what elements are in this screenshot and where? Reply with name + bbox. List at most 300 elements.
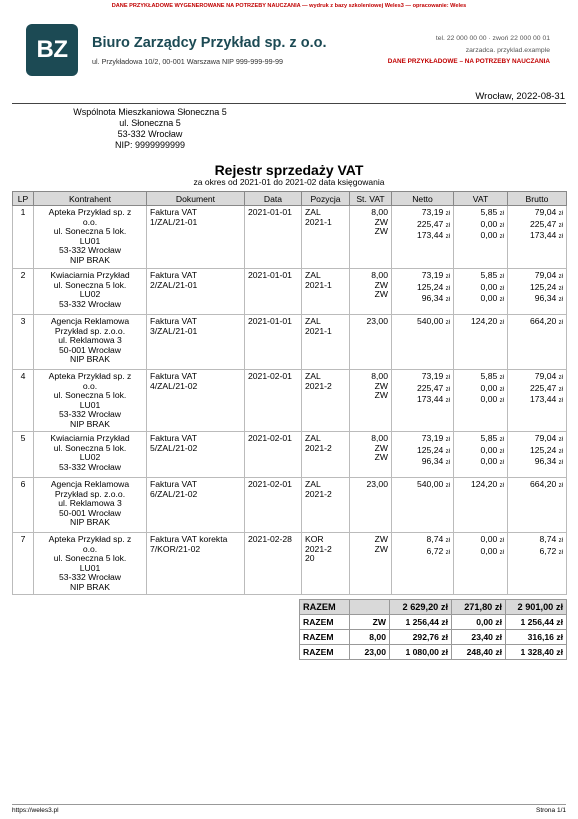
row-date: 2021-02-01 (245, 432, 302, 478)
vat-value: 0,00 (480, 394, 498, 404)
vat-value: 124,20 (470, 479, 498, 489)
row-netto (392, 533, 454, 595)
summary-rate: 23,00 (350, 645, 390, 660)
row-brutto (508, 533, 567, 595)
currency-label: zł (445, 211, 450, 217)
pozycja-value: ZAL (305, 207, 321, 217)
st_vat-value: 8,00 (371, 371, 388, 381)
row-date: 2021-01-01 (245, 269, 302, 315)
currency-label: zł (445, 222, 450, 229)
row-vat (454, 370, 508, 432)
netto-value: 8,74 (426, 534, 444, 544)
netto-value: 6,72 (426, 545, 444, 556)
sales-register-table (12, 191, 567, 595)
currency-label: zł (445, 274, 450, 280)
row-brutto (508, 370, 567, 432)
brutto-value: 225,47 (529, 382, 557, 393)
netto-value: 73,19 (421, 270, 444, 280)
kontrahent-value: 53-332 Wrocław (59, 572, 121, 582)
kontrahent-value: Kwiaciarnia Przykład (50, 270, 130, 280)
currency-label: zł (499, 375, 504, 381)
summary-rate-row (300, 645, 567, 660)
currency-label: zł (499, 483, 504, 489)
pozycja-value: 2021-2 (305, 442, 332, 453)
st_vat-value: ZW (374, 279, 388, 290)
column-header: Data (245, 192, 302, 206)
kontrahent-value: LU01 (79, 399, 101, 410)
buyer-block (55, 107, 245, 151)
row-contractor (34, 206, 147, 269)
pozycja-value: ZAL (305, 270, 321, 280)
buyer-nip: NIP: 9999999999 (114, 140, 186, 150)
pozycja-value: 2021-1 (305, 279, 332, 290)
row-contractor (34, 478, 147, 533)
table-row (13, 533, 567, 595)
dokument-value: Faktura VAT (150, 316, 197, 326)
row-contractor (34, 315, 147, 370)
dokument-value: 4/ZAL/21-02 (150, 380, 198, 391)
header-divider (12, 103, 566, 104)
kontrahent-value: 53-332 Wrocław (59, 245, 121, 255)
brutto-value: 8,74 (539, 534, 557, 544)
vat-value: 0,00 (480, 534, 498, 544)
row-vat-rate (350, 269, 392, 315)
netto-value: 173,44 (416, 230, 444, 240)
dokument-value: 7/KOR/21-02 (150, 543, 201, 554)
row-date: 2021-02-01 (245, 370, 302, 432)
pozycja-value: 2021-2 (305, 488, 332, 499)
vat-value: 5,85 (480, 433, 498, 443)
report-period: za okres od 2021-01 do 2021-02 data księgowania (193, 177, 385, 187)
kontrahent-value: 50-001 Wrocław (59, 344, 121, 355)
brutto-value: 96,34 (534, 293, 557, 303)
currency-label: zł (499, 285, 504, 292)
st_vat-value: ZW (374, 534, 388, 544)
currency-label: zł (445, 234, 450, 240)
page-number: Strona 1/1 (536, 807, 566, 814)
dokument-value: 2/ZAL/21-01 (150, 279, 198, 290)
kontrahent-value: ul. Soneczna 5 lok. (53, 226, 127, 236)
row-vat-rate (350, 478, 392, 533)
summary-label: RAZEM (300, 630, 350, 645)
kontrahent-value: 53-332 Wrocław (59, 298, 121, 309)
kontrahent-value: Apteka Przykład sp. z (48, 371, 132, 381)
row-vat-rate (350, 206, 392, 269)
vat-value: 0,00 (480, 230, 498, 240)
summary-total-row (300, 600, 567, 615)
currency-label: zł (445, 483, 450, 489)
vat-value: 0,00 (480, 444, 498, 455)
kontrahent-value: NIP BRAK (70, 254, 110, 265)
st_vat-value: ZW (374, 226, 388, 236)
row-netto (392, 478, 454, 533)
kontrahent-value: LU02 (79, 289, 101, 299)
summary-brutto: 1 256,44 zł (506, 615, 567, 630)
buyer-street: ul. Słoneczna 5 (119, 118, 181, 128)
currency-label: zł (499, 437, 504, 443)
currency-label: zł (499, 222, 504, 229)
row-position (302, 269, 350, 315)
st_vat-value: ZW (374, 216, 388, 227)
summary-brutto: 316,16 zł (506, 630, 567, 645)
row-contractor (34, 533, 147, 595)
netto-value: 540,00 (416, 479, 444, 489)
kontrahent-value: Przykład sp. z.o.o. (54, 325, 126, 336)
summary-rate: 8,00 (350, 630, 390, 645)
vat-value: 124,20 (470, 316, 498, 326)
summary-netto: 1 256,44 zł (390, 615, 452, 630)
currency-label: zł (499, 297, 504, 303)
kontrahent-value: NIP BRAK (70, 354, 110, 364)
brutto-value: 664,20 (529, 316, 557, 326)
kontrahent-value: Agencja Reklamowa (50, 479, 130, 489)
vat-value: 5,85 (480, 371, 498, 381)
row-netto (392, 206, 454, 269)
table-row (13, 478, 567, 533)
summary-vat: 23,40 zł (452, 630, 506, 645)
pozycja-value: 2021-2 (305, 380, 332, 391)
row-vat (454, 206, 508, 269)
st_vat-value: ZW (374, 543, 388, 554)
table-row (13, 432, 567, 478)
vat-value: 0,00 (480, 293, 498, 303)
table-row (13, 370, 567, 432)
dokument-value: Faktura VAT (150, 433, 197, 443)
company-email: zarzadca. przyklad.example (465, 46, 550, 54)
company-address: ul. Przykładowa 10/2, 00-001 Warszawa NIP 999-999-99-99 (92, 57, 283, 66)
currency-label: zł (499, 211, 504, 217)
kontrahent-value: Apteka Przykład sp. z (48, 207, 132, 217)
row-lp: 1 (13, 206, 34, 269)
vat-value: 0,00 (480, 382, 498, 393)
currency-label: zł (558, 460, 563, 466)
row-brutto (508, 432, 567, 478)
currency-label: zł (558, 234, 563, 240)
st_vat-value: ZW (374, 452, 388, 462)
row-date: 2021-02-28 (245, 533, 302, 595)
currency-label: zł (499, 386, 504, 393)
kontrahent-value: ul. Reklamowa 3 (58, 335, 122, 345)
row-vat-rate (350, 533, 392, 595)
dokument-value: 1/ZAL/21-01 (150, 216, 198, 227)
currency-label: zł (445, 538, 450, 544)
row-netto (392, 370, 454, 432)
summary-netto: 292,76 zł (390, 630, 452, 645)
kontrahent-value: NIP BRAK (70, 418, 110, 429)
table-row (13, 269, 567, 315)
sample-data-notice: DANE PRZYKŁADOWE – NA POTRZEBY NAUCZANIA (387, 58, 550, 65)
company-logo: BZ (26, 24, 78, 76)
currency-label: zł (445, 285, 450, 292)
currency-label: zł (558, 386, 563, 393)
row-date: 2021-01-01 (245, 315, 302, 370)
currency-label: zł (445, 549, 450, 556)
table-row (13, 206, 567, 269)
row-lp: 4 (13, 370, 34, 432)
row-vat-rate (350, 432, 392, 478)
currency-label: zł (499, 320, 504, 326)
summary-label: RAZEM (300, 645, 350, 660)
row-vat (454, 432, 508, 478)
st_vat-value: ZW (374, 390, 388, 400)
currency-label: zł (499, 460, 504, 466)
currency-label: zł (499, 448, 504, 455)
kontrahent-value: o.o. (82, 543, 98, 554)
kontrahent-value: 53-332 Wrocław (59, 461, 121, 472)
summary-netto: 1 080,00 zł (390, 645, 452, 660)
row-document (147, 533, 245, 595)
summary-rate (350, 600, 390, 615)
pozycja-value: 2021-2 (305, 543, 332, 554)
netto-value: 173,44 (416, 394, 444, 404)
dokument-value: Faktura VAT (150, 371, 197, 381)
dokument-value: 3/ZAL/21-01 (150, 325, 198, 336)
row-vat (454, 269, 508, 315)
currency-label: zł (558, 437, 563, 443)
netto-value: 125,24 (416, 281, 444, 292)
row-brutto (508, 206, 567, 269)
currency-label: zł (558, 398, 563, 404)
row-document (147, 432, 245, 478)
currency-label: zł (558, 483, 563, 489)
dokument-value: 6/ZAL/21-02 (150, 488, 198, 499)
currency-label: zł (499, 538, 504, 544)
row-lp: 3 (13, 315, 34, 370)
st_vat-value: ZW (374, 442, 388, 453)
kontrahent-value: ul. Soneczna 5 lok. (53, 390, 127, 400)
brutto-value: 6,72 (539, 545, 557, 556)
company-header (26, 24, 556, 76)
pozycja-value: 20 (305, 553, 315, 563)
row-contractor (34, 370, 147, 432)
row-lp: 6 (13, 478, 34, 533)
kontrahent-value: Apteka Przykład sp. z (48, 534, 132, 544)
currency-label: zł (558, 375, 563, 381)
summary-label: RAZEM (300, 600, 350, 615)
currency-label: zł (558, 448, 563, 455)
currency-label: zł (558, 211, 563, 217)
currency-label: zł (499, 549, 504, 556)
pozycja-value: ZAL (305, 316, 321, 326)
summary-vat: 0,00 zł (452, 615, 506, 630)
footer-url: https://weles3.pl (12, 807, 59, 814)
kontrahent-value: NIP BRAK (70, 581, 110, 592)
currency-label: zł (445, 386, 450, 393)
kontrahent-value: Kwiaciarnia Przykład (50, 433, 130, 443)
kontrahent-value: o.o. (82, 216, 98, 227)
column-header: LP (13, 192, 34, 206)
row-brutto (508, 315, 567, 370)
brutto-value: 79,04 (534, 371, 557, 381)
row-document (147, 478, 245, 533)
netto-value: 96,34 (421, 293, 444, 303)
vat-value: 0,00 (480, 281, 498, 292)
row-netto (392, 432, 454, 478)
company-contact (388, 33, 550, 68)
kontrahent-value: o.o. (82, 380, 98, 391)
netto-value: 540,00 (416, 316, 444, 326)
kontrahent-value: NIP BRAK (70, 517, 110, 527)
netto-value: 96,34 (421, 456, 444, 466)
summary-table (299, 599, 567, 660)
row-position (302, 533, 350, 595)
row-contractor (34, 269, 147, 315)
summary-rate-row (300, 615, 567, 630)
kontrahent-value: 53-332 Wrocław (59, 409, 121, 419)
company-phone: tel. 22 000 00 00 · zwoń 22 000 00 01 (435, 35, 550, 42)
table-header-row (13, 192, 567, 206)
kontrahent-value: ul. Soneczna 5 lok. (53, 553, 127, 563)
row-vat-rate (350, 315, 392, 370)
report-title: Rejestr sprzedaży VAT (214, 162, 364, 178)
st_vat-value: ZW (374, 380, 388, 391)
currency-label: zł (558, 222, 563, 229)
currency-label: zł (499, 398, 504, 404)
kontrahent-value: LU02 (79, 452, 101, 462)
vat-value: 0,00 (480, 456, 498, 466)
buyer-city: 53-332 Wrocław (117, 129, 183, 139)
brutto-value: 79,04 (534, 270, 557, 280)
column-header: Pozycja (302, 192, 350, 206)
netto-value: 125,24 (416, 444, 444, 455)
buyer-name: Wspólnota Mieszkaniowa Słoneczna 5 (73, 107, 227, 117)
vat-value: 5,85 (480, 270, 498, 280)
column-header: St. VAT (350, 192, 392, 206)
currency-label: zł (499, 274, 504, 280)
brutto-value: 96,34 (534, 456, 557, 466)
dokument-value: Faktura VAT (150, 270, 197, 280)
currency-label: zł (558, 297, 563, 303)
pozycja-value: 2021-1 (305, 216, 332, 227)
summary-brutto: 2 901,00 zł (506, 600, 567, 615)
pozycja-value: KOR (305, 534, 324, 544)
row-document (147, 206, 245, 269)
summary-rate: ZW (350, 615, 390, 630)
row-vat (454, 533, 508, 595)
currency-label: zł (445, 398, 450, 404)
sample-data-banner: DANE PRZYKŁADOWE WYGENEROWANE NA POTRZEBY NAUCZANIA — wydruk z bazy szkoleniowej Weles3 — opracowanie: Weles (111, 3, 467, 9)
row-document (147, 370, 245, 432)
brutto-value: 173,44 (529, 230, 557, 240)
brutto-value: 79,04 (534, 433, 557, 443)
kontrahent-value: 50-001 Wrocław (59, 507, 121, 518)
company-name: Biuro Zarządcy Przykład sp. z o.o. (92, 35, 327, 51)
pozycja-value: ZAL (305, 433, 321, 443)
column-header: Kontrahent (34, 192, 147, 206)
brutto-value: 125,24 (529, 281, 557, 292)
currency-label: zł (445, 437, 450, 443)
currency-label: zł (558, 274, 563, 280)
row-brutto (508, 478, 567, 533)
netto-value: 225,47 (416, 218, 444, 229)
dokument-value: Faktura VAT (150, 479, 197, 489)
row-vat (454, 478, 508, 533)
column-header: VAT (454, 192, 508, 206)
netto-value: 73,19 (421, 207, 444, 217)
pozycja-value: 2021-1 (305, 325, 332, 336)
column-header: Netto (392, 192, 454, 206)
netto-value: 225,47 (416, 382, 444, 393)
column-header: Brutto (508, 192, 567, 206)
netto-value: 73,19 (421, 433, 444, 443)
st_vat-value: 8,00 (371, 207, 388, 217)
summary-label: RAZEM (300, 615, 350, 630)
table-row (13, 315, 567, 370)
vat-value: 5,85 (480, 207, 498, 217)
brutto-value: 225,47 (529, 218, 557, 229)
kontrahent-value: Przykład sp. z.o.o. (54, 488, 126, 499)
summary-rate-row (300, 630, 567, 645)
row-vat-rate (350, 370, 392, 432)
pozycja-value: ZAL (305, 371, 321, 381)
row-document (147, 269, 245, 315)
row-document (147, 315, 245, 370)
currency-label: zł (558, 285, 563, 292)
row-lp: 5 (13, 432, 34, 478)
row-position (302, 432, 350, 478)
brutto-value: 664,20 (529, 479, 557, 489)
currency-label: zł (445, 320, 450, 326)
kontrahent-value: ul. Soneczna 5 lok. (53, 442, 127, 453)
row-position (302, 478, 350, 533)
row-position (302, 370, 350, 432)
kontrahent-value: Agencja Reklamowa (50, 316, 130, 326)
currency-label: zł (499, 234, 504, 240)
brutto-value: 125,24 (529, 444, 557, 455)
netto-value: 73,19 (421, 371, 444, 381)
currency-label: zł (445, 375, 450, 381)
kontrahent-value: ul. Reklamowa 3 (58, 498, 122, 508)
row-contractor (34, 432, 147, 478)
st_vat-value: 8,00 (371, 433, 388, 443)
summary-brutto: 1 328,40 zł (506, 645, 567, 660)
vat-value: 0,00 (480, 218, 498, 229)
st_vat-value: 23,00 (366, 316, 388, 326)
column-header: Dokument (147, 192, 245, 206)
brutto-value: 173,44 (529, 394, 557, 404)
row-position (302, 206, 350, 269)
row-lp: 7 (13, 533, 34, 595)
summary-vat: 248,40 zł (452, 645, 506, 660)
row-netto (392, 315, 454, 370)
footer-divider (12, 804, 566, 805)
row-netto (392, 269, 454, 315)
currency-label: zł (558, 549, 563, 556)
kontrahent-value: LU01 (79, 235, 101, 246)
row-lp: 2 (13, 269, 34, 315)
dokument-value: 5/ZAL/21-02 (150, 442, 198, 453)
currency-label: zł (558, 538, 563, 544)
row-date: 2021-01-01 (245, 206, 302, 269)
row-position (302, 315, 350, 370)
document-date: Wrocław, 2022-08-31 (475, 91, 565, 102)
vat-value: 0,00 (480, 545, 498, 556)
currency-label: zł (445, 297, 450, 303)
summary-netto: 2 629,20 zł (390, 600, 452, 615)
dokument-value: Faktura VAT korekta (150, 534, 228, 544)
currency-label: zł (558, 320, 563, 326)
st_vat-value: ZW (374, 289, 388, 299)
summary-vat: 271,80 zł (452, 600, 506, 615)
currency-label: zł (445, 448, 450, 455)
brutto-value: 79,04 (534, 207, 557, 217)
currency-label: zł (445, 460, 450, 466)
st_vat-value: 23,00 (366, 479, 388, 489)
dokument-value: Faktura VAT (150, 207, 197, 217)
row-date: 2021-02-01 (245, 478, 302, 533)
kontrahent-value: LU01 (79, 562, 101, 573)
row-vat (454, 315, 508, 370)
